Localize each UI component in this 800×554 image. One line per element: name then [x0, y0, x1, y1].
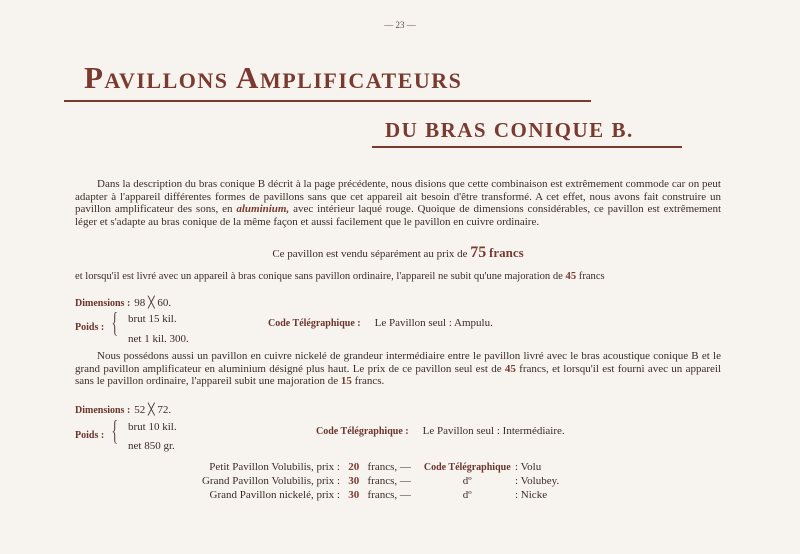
dimensions-label: Dimensions : — [75, 405, 131, 416]
item-name: Grand Pavillon Volubilis, prix : — [201, 475, 340, 487]
intro-text-b: avec intérieur laqué rouge. Quoique de dimensions considérables, ce pavillon est extrêmement léger et s'adapte au bras conique de la même façon et aussi facilement que le pavillon en cuivre ordinaire. — [75, 203, 722, 229]
price-value: 75 — [470, 244, 487, 261]
poids-brut: brut 10 kil. — [128, 421, 177, 433]
intro-text-a: Dans la description du bras conique B décrit à la page précédente, nous disions que cette combinaison est extrêmement commode car on peut adapter à l'appareil différentes formes de pavillons sans que cet appareil ait besoin d'être transformé. A cet effet, nous avons fait construire un pavillon amplificateur des sons, en — [75, 178, 721, 216]
code-row-2 — [316, 421, 565, 439]
price-list-row — [200, 475, 559, 489]
item-price: 30 — [348, 475, 360, 487]
item-code-value: : Volubey. — [515, 475, 560, 487]
second-amount-a: 45 — [504, 362, 516, 375]
second-text-a: Nous possédons aussi un pavillon en cuivre nickelé de grandeur intermédiaire entre le pavillon livré avec le bras acoustique conique B et le grand pavillon amplificateur en aluminium désigné plus haut. Le prix de ce pavillon seul est de — [75, 350, 721, 375]
price-list-row — [200, 461, 559, 475]
poids-net: net 850 gr. — [128, 440, 175, 452]
item-code: dº — [462, 489, 472, 501]
item-code-value: : Nicke — [515, 489, 548, 501]
page-subtitle: DU BRAS CONIQUE B. — [385, 118, 634, 142]
second-text-c: francs. — [354, 375, 385, 388]
second-text-b: francs, et lorsqu'il est fourni avec un appareil sans le pavillon ordinaire, l'appareil subit une majoration de — [75, 362, 722, 388]
item-code: Code Télégraphique — [423, 462, 511, 473]
item-unit: francs, — — [367, 489, 411, 501]
intro-paragraph — [75, 178, 721, 229]
item-unit: francs, — — [367, 475, 411, 487]
item-price: 20 — [348, 461, 360, 473]
brace: { — [111, 308, 119, 339]
code-value: Le Pavillon seul : Intermédiaire. — [422, 425, 565, 437]
brace: { — [111, 416, 119, 447]
price-unit: francs — [489, 245, 524, 260]
page-title: Pavillons Amplificateurs — [84, 60, 463, 95]
dimensions-row-1 — [75, 293, 171, 311]
item-price: 30 — [348, 489, 360, 501]
item-code: dº — [462, 475, 472, 487]
page-number: — 23 — — [384, 20, 416, 30]
price-line — [75, 244, 721, 262]
code-label: Code Télégraphique : — [268, 318, 361, 329]
majoration-text: et lorsqu'il est livré avec un appareil à bras conique sans pavillon ordinaire, l'appareil ne subit qu'une majoration de — [75, 271, 563, 282]
dimensions-label: Dimensions : — [75, 298, 131, 309]
poids-net: net 1 kil. 300. — [128, 333, 189, 345]
price-list — [200, 461, 559, 503]
subtitle-rule — [372, 146, 682, 148]
poids-brut: brut 15 kil. — [128, 313, 177, 325]
dimensions-row-2 — [75, 400, 171, 418]
poids-label: Poids : — [75, 430, 105, 441]
dimensions-value: 98 ╳ 60. — [134, 297, 172, 309]
majoration-line — [75, 271, 605, 282]
code-label: Code Télégraphique : — [316, 426, 409, 437]
code-row-1 — [268, 313, 493, 331]
majoration-unit: francs — [578, 271, 605, 282]
intro-emphasis: aluminium, — [236, 203, 290, 216]
dimensions-value: 52 ╳ 72. — [134, 404, 172, 416]
item-name: Grand Pavillon nickelé, prix : — [209, 489, 340, 501]
title-rule — [64, 100, 591, 102]
price-line-text: Ce pavillon est vendu séparément au prix de — [272, 248, 468, 260]
code-value: Le Pavillon seul : Ampulu. — [374, 317, 493, 329]
price-list-row — [200, 489, 559, 503]
item-code-value: : Volu — [515, 461, 542, 473]
majoration-amount: 45 — [565, 271, 577, 282]
poids-label: Poids : — [75, 322, 105, 333]
item-name: Petit Pavillon Volubilis, prix : — [209, 461, 340, 473]
item-unit: francs, — — [367, 461, 411, 473]
second-paragraph — [75, 350, 721, 388]
second-amount-b: 15 — [340, 375, 352, 388]
